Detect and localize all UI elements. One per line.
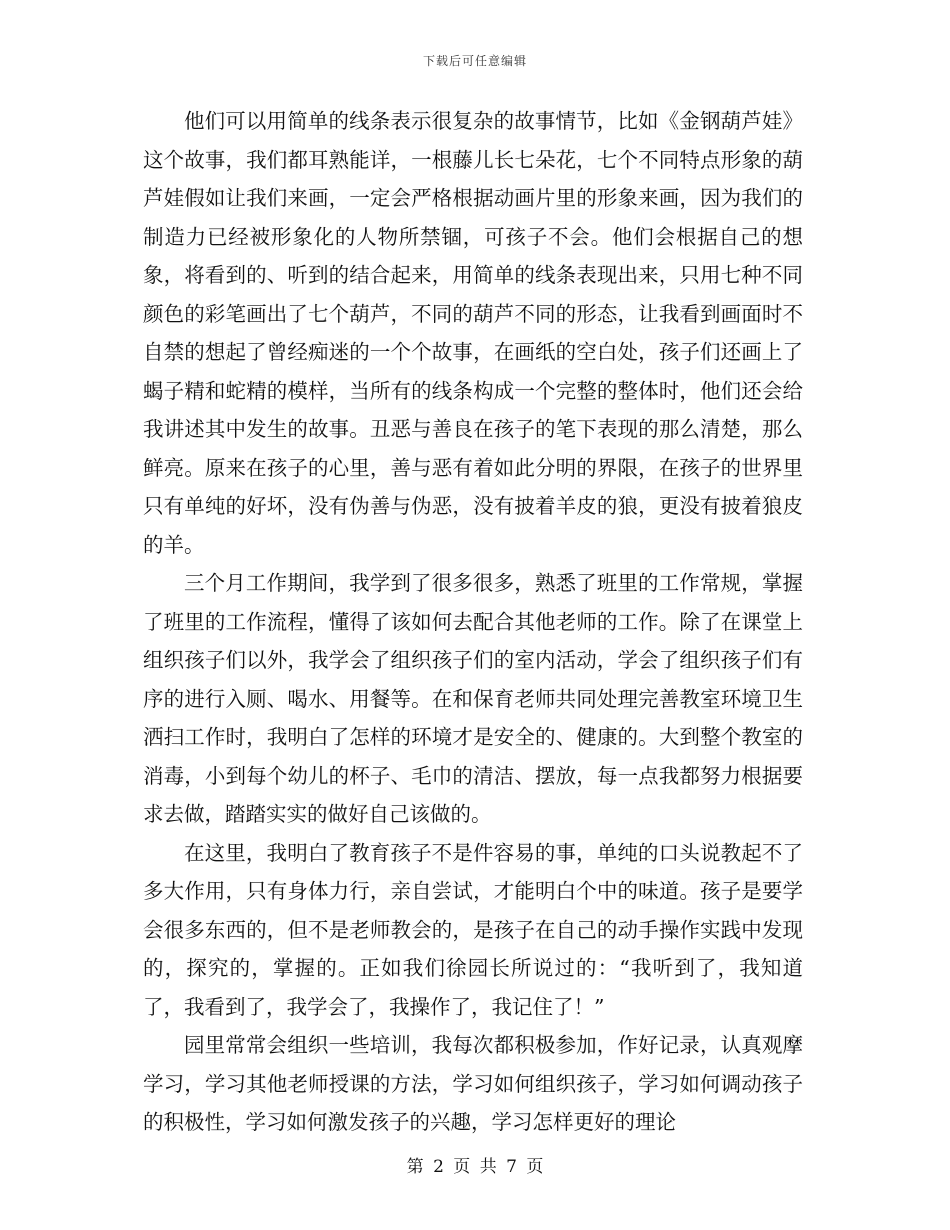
page-header: 下载后可任意编辑 (422, 54, 527, 68)
paragraph-1: 他们可以用简单的线条表示很复杂的故事情节，比如《金钢葫芦娃》这个故事，我们都耳熟能详，一根藤儿长七朵花，七个不同特点形象的葫芦娃假如让我们来画，一定会严格根据动画片里的形象来画，因为我们的制造力已经被形象化的人物所禁锢，可孩子不会。他们会根据自己的想象，将看到的、听到的结合起来，用简单的线条表现出来，只用七种不同颜色的彩笔画出了七个葫芦，不同的葫芦不同的形态，让我看到画面时不自禁的想起了曾经痴迷的一个个故事，在画纸的空白处，孩子们还画上了蝎子精和蛇精的模样，当所有的线条构成一个完整的整体时，他们还会给我讲述其中发生的故事。丑恶与善良在孩子的笔下表现的那么清楚，那么鲜亮。原来在孩子的心里，善与恶有着如此分明的界限，在孩子的世界里只有单纯的好坏，没有伪善与伪恶，没有披着羊皮的狼，更没有披着狼皮的羊。 (143, 109, 803, 557)
paragraph-4: 园里常常会组织一些培训，我每次都积极参加，作好记录，认真观摩学习，学习其他老师授课的方法，学习如何组织孩子，学习如何调动孩子的积极性，学习如何激发孩子的兴趣，学习怎样更好的理论 (143, 1033, 803, 1134)
paragraph-3: 在这里，我明白了教育孩子不是件容易的事，单纯的口头说教起不了多大作用，只有身体力行，亲自尝试，才能明白个中的味道。孩子是要学会很多东西的，但不是老师教会的，是孩子在自己的动手操作实践中发现的，探究的，掌握的。正如我们徐园长所说过的：“我听到了，我知道了，我看到了，我学会了，我操作了，我记住了！” (143, 840, 803, 1019)
page-footer: 第 2 页 共 7 页 (406, 1157, 544, 1177)
paragraph-2: 三个月工作期间，我学到了很多很多，熟悉了班里的工作常规，掌握了班里的工作流程，懂得了该如何去配合其他老师的工作。除了在课堂上组织孩子们以外，我学会了组织孩子们的室内活动，学会了组织孩子们有序的进行入厕、喝水、用餐等。在和保育老师共同处理完善教室环境卫生洒扫工作时，我明白了怎样的环境才是安全的、健康的。大到整个教室的消毒，小到每个幼儿的杯子、毛巾的清洁、摆放，每一点我都努力根据要求去做，踏踏实实的做好自己该做的。 (143, 571, 803, 826)
document-body (143, 102, 803, 1142)
